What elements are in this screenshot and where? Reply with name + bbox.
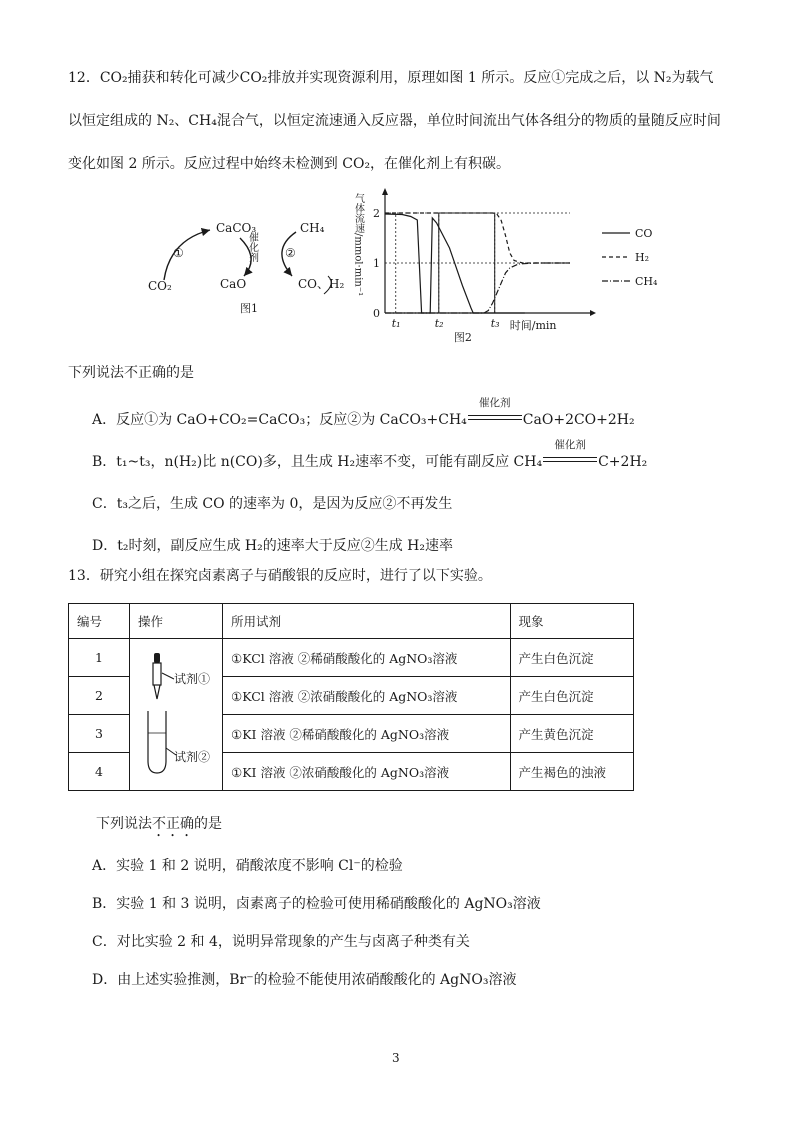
legend-label: CH₄ bbox=[635, 275, 658, 288]
catalyst-arrow bbox=[468, 397, 522, 430]
fig1-products: CO、H₂ bbox=[298, 277, 345, 291]
q13-option-b: B．实验 1 和 3 说明，卤素离子的检验可使用稀硝酸酸化的 AgNO₃溶液 bbox=[92, 896, 541, 912]
catalyst-label: 催化剂 bbox=[479, 397, 511, 409]
header-reagents: 所用试剂 bbox=[223, 604, 511, 639]
row-phenomenon: 产生白色沉淀 bbox=[510, 677, 633, 715]
q12-option-b-lhs: B．t₁~t₃，n(H₂)比 n(CO)多，且生成 H₂速率不变，可能有副反应 CH₄ bbox=[92, 454, 543, 470]
label-leader-1 bbox=[162, 673, 174, 679]
page-number: 3 bbox=[392, 1051, 400, 1065]
dropper-test-tube-diagram bbox=[130, 643, 222, 783]
row-reagents: ①KCl 溶液 ②稀硝酸酸化的 AgNO₃溶液 bbox=[223, 639, 511, 677]
q12-option-b-rhs: C+2H₂ bbox=[598, 454, 648, 470]
y-axis-label: 气体流速/mmol·min⁻¹ bbox=[352, 193, 364, 297]
table-row bbox=[69, 639, 634, 677]
fig1-cao: CaO bbox=[220, 277, 247, 291]
fig1-catalyst-label: 催化剂 bbox=[246, 232, 258, 262]
x-axis-label: 时间/min bbox=[509, 319, 557, 332]
q13-option-c: C．对比实验 2 和 4，说明异常现象的产生与卤离子种类有关 bbox=[92, 934, 470, 950]
q13-experiment-table bbox=[68, 603, 634, 791]
q12-stem-line-2: 以恒定组成的 N₂、CH₄混合气，以恒定流速通入反应器，单位时间流出气体各组分的物质的量随反应时间 bbox=[68, 113, 721, 129]
q12-option-c: C．t₃之后，生成 CO 的速率为 0，是因为反应②不再发生 bbox=[92, 496, 453, 512]
x-axis-arrow bbox=[590, 310, 596, 316]
fig1-reaction-2: ② bbox=[285, 246, 296, 260]
fig1-caption: 图1 bbox=[240, 302, 258, 315]
q13-option-d: D．由上述实验推测，Br⁻的检验不能使用浓硝酸酸化的 AgNO₃溶液 bbox=[92, 972, 517, 988]
y-tick-label: 0 bbox=[373, 307, 380, 320]
figure-1-cycle-diagram bbox=[140, 210, 350, 320]
reagent-2-label: 试剂② bbox=[174, 750, 211, 764]
figure-2-gas-flow-chart bbox=[340, 183, 670, 343]
dropper-tip bbox=[154, 685, 160, 699]
q13-question-pre: 下列说法 bbox=[96, 816, 152, 832]
row-phenomenon: 产生黄色沉淀 bbox=[510, 715, 633, 753]
operation-diagram-cell bbox=[130, 639, 223, 791]
header-number: 编号 bbox=[69, 604, 130, 639]
q13-stem: 13．研究小组在探究卤素离子与硝酸银的反应时，进行了以下实验。 bbox=[68, 568, 492, 584]
q13-option-a: A．实验 1 和 2 说明，硝酸浓度不影响 Cl⁻的检验 bbox=[92, 858, 403, 874]
q13-question-post: 的是 bbox=[194, 816, 222, 832]
q12-question: 下列说法不正确的是 bbox=[68, 365, 194, 381]
q13-question bbox=[96, 814, 222, 840]
x-tick-label: t₃ bbox=[490, 317, 500, 330]
reagent-1-label: 试剂① bbox=[174, 672, 211, 686]
q12-option-a-lhs: A．反应①为 CaO+CO₂=CaCO₃；反应②为 CaCO₃+CH₄ bbox=[92, 412, 467, 428]
row-number: 3 bbox=[69, 715, 130, 753]
fig1-co2: CO₂ bbox=[148, 279, 172, 293]
fig1-reaction-1: ① bbox=[173, 246, 184, 260]
y-axis-arrow bbox=[382, 188, 388, 195]
y-tick-label: 1 bbox=[373, 257, 380, 270]
table-header-row bbox=[69, 604, 634, 639]
dropper-bulb bbox=[154, 653, 160, 663]
q12-option-b bbox=[92, 439, 648, 472]
row-number: 1 bbox=[69, 639, 130, 677]
legend-label: CO bbox=[635, 227, 653, 240]
row-phenomenon: 产生褐色的浊液 bbox=[510, 753, 633, 791]
q12-option-a bbox=[92, 397, 635, 430]
row-reagents: ①KI 溶液 ②浓硝酸酸化的 AgNO₃溶液 bbox=[223, 753, 511, 791]
fig1-ch4: CH₄ bbox=[300, 221, 325, 235]
q13-question-emphasis: 不正确 bbox=[152, 816, 194, 832]
q12-stem-line-3: 变化如图 2 所示。反应过程中始终未检测到 CO₂，在催化剂上有积碳。 bbox=[68, 156, 511, 172]
series-line-1 bbox=[385, 213, 570, 263]
x-tick-label: t₂ bbox=[434, 317, 444, 330]
series-line-2 bbox=[385, 263, 570, 313]
test-tube bbox=[148, 711, 166, 773]
row-reagents: ①KI 溶液 ②稀硝酸酸化的 AgNO₃溶液 bbox=[223, 715, 511, 753]
fig1-caco3: CaCO₃ bbox=[216, 221, 257, 235]
y-tick-label: 2 bbox=[373, 207, 380, 220]
catalyst-arrow bbox=[543, 439, 597, 472]
x-tick-label: t₁ bbox=[391, 317, 401, 330]
q12-option-a-rhs: CaO+2CO+2H₂ bbox=[522, 412, 635, 428]
row-number: 4 bbox=[69, 753, 130, 791]
header-phenomenon: 现象 bbox=[510, 604, 633, 639]
fig1-arrow-co2-to-caco3 bbox=[164, 230, 210, 280]
chart-caption: 图2 bbox=[453, 331, 472, 343]
row-reagents: ①KCl 溶液 ②浓硝酸酸化的 AgNO₃溶液 bbox=[223, 677, 511, 715]
q12-stem-line-1: 12．CO₂捕获和转化可减少CO₂排放并实现资源利用，原理如图 1 所示。反应①完成之后，以 N₂为载气 bbox=[68, 70, 714, 86]
row-number: 2 bbox=[69, 677, 130, 715]
dropper-body bbox=[153, 663, 161, 685]
q12-option-d: D．t₂时刻，副反应生成 H₂的速率大于反应②生成 H₂速率 bbox=[92, 538, 454, 554]
legend-label: H₂ bbox=[635, 251, 650, 264]
catalyst-label: 催化剂 bbox=[554, 439, 586, 451]
header-operation: 操作 bbox=[130, 604, 223, 639]
row-phenomenon: 产生白色沉淀 bbox=[510, 639, 633, 677]
